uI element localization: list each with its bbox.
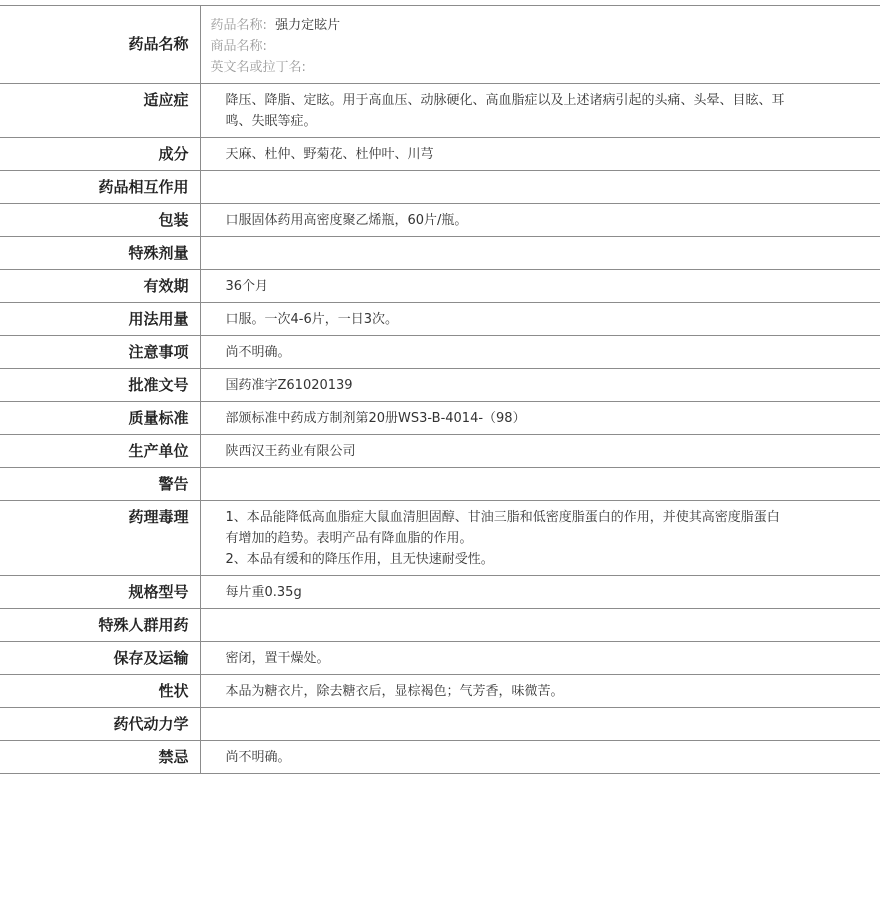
row-label: 生产单位: [0, 435, 200, 468]
row-label: 有效期: [0, 270, 200, 303]
row-label: 禁忌: [0, 741, 200, 774]
row-value: 1、本品能降低高血脂症大鼠血清胆固醇、甘油三脂和低密度脂蛋白的作用，并使其高密度脂蛋白有增加的趋势。表明产品有降血脂的作用。 2、本品有缓和的降压作用，且无快速耐受性。: [200, 501, 880, 576]
table-row: [0, 171, 880, 204]
table-row: [0, 303, 880, 336]
table-row: [0, 576, 880, 609]
row-label: 药品相互作用: [0, 171, 200, 204]
row-label: 药理毒理: [0, 501, 200, 576]
row-label: 成分: [0, 138, 200, 171]
table-row: [0, 675, 880, 708]
row-label: 用法用量: [0, 303, 200, 336]
table-row: [0, 642, 880, 675]
row-label: 质量标准: [0, 402, 200, 435]
row-label: 药代动力学: [0, 708, 200, 741]
row-label: 药品名称: [0, 6, 200, 84]
row-label: 包装: [0, 204, 200, 237]
latin-name-label: 英文名或拉丁名:: [210, 60, 306, 75]
row-value: 尚不明确。: [200, 336, 880, 369]
row-label: 性状: [0, 675, 200, 708]
table-row: [0, 369, 880, 402]
row-value: [200, 6, 880, 84]
row-value: 尚不明确。: [200, 741, 880, 774]
row-label: 保存及运输: [0, 642, 200, 675]
row-label: 批准文号: [0, 369, 200, 402]
table-row: [0, 435, 880, 468]
row-value: [200, 171, 880, 204]
row-value: [200, 708, 880, 741]
table-row: [0, 84, 880, 138]
trade-name-label: 商品名称:: [210, 39, 267, 54]
row-value: [200, 468, 880, 501]
row-value: 部颁标准中药成方制剂第20册WS3-B-4014-（98）: [200, 402, 880, 435]
row-value: 36个月: [200, 270, 880, 303]
table-row-drug-name: [0, 6, 880, 84]
row-label: 注意事项: [0, 336, 200, 369]
table-row: [0, 741, 880, 774]
table-row: [0, 501, 880, 576]
table-row: [0, 138, 880, 171]
row-label: 特殊剂量: [0, 237, 200, 270]
table-row: [0, 468, 880, 501]
row-value: 降压、降脂、定眩。用于高血压、动脉硬化、高血脂症以及上述诸病引起的头痛、头晕、目眩、耳鸣、失眠等症。: [200, 84, 880, 138]
row-label: 警告: [0, 468, 200, 501]
row-label: 规格型号: [0, 576, 200, 609]
table-row: [0, 609, 880, 642]
row-value: 每片重0.35g: [200, 576, 880, 609]
row-value: [200, 237, 880, 270]
table-row: [0, 270, 880, 303]
row-value: 天麻、杜仲、野菊花、杜仲叶、川芎: [200, 138, 880, 171]
row-label: 适应症: [0, 84, 200, 138]
row-value: 口服。一次4-6片，一日3次。: [200, 303, 880, 336]
row-label: 特殊人群用药: [0, 609, 200, 642]
row-value: 国药准字Z61020139: [200, 369, 880, 402]
table-row: [0, 204, 880, 237]
row-value: [200, 609, 880, 642]
drug-info-table: [0, 5, 880, 774]
generic-name-label: 药品名称:: [210, 18, 267, 33]
table-row: [0, 336, 880, 369]
table-row: [0, 402, 880, 435]
row-value: 本品为糖衣片，除去糖衣后，显棕褐色；气芳香，味微苦。: [200, 675, 880, 708]
row-value: 陕西汉王药业有限公司: [200, 435, 880, 468]
row-value: 口服固体药用高密度聚乙烯瓶，60片/瓶。: [200, 204, 880, 237]
table-row: [0, 237, 880, 270]
generic-name-value: 强力定眩片: [275, 18, 341, 33]
row-value: 密闭，置干燥处。: [200, 642, 880, 675]
table-row: [0, 708, 880, 741]
